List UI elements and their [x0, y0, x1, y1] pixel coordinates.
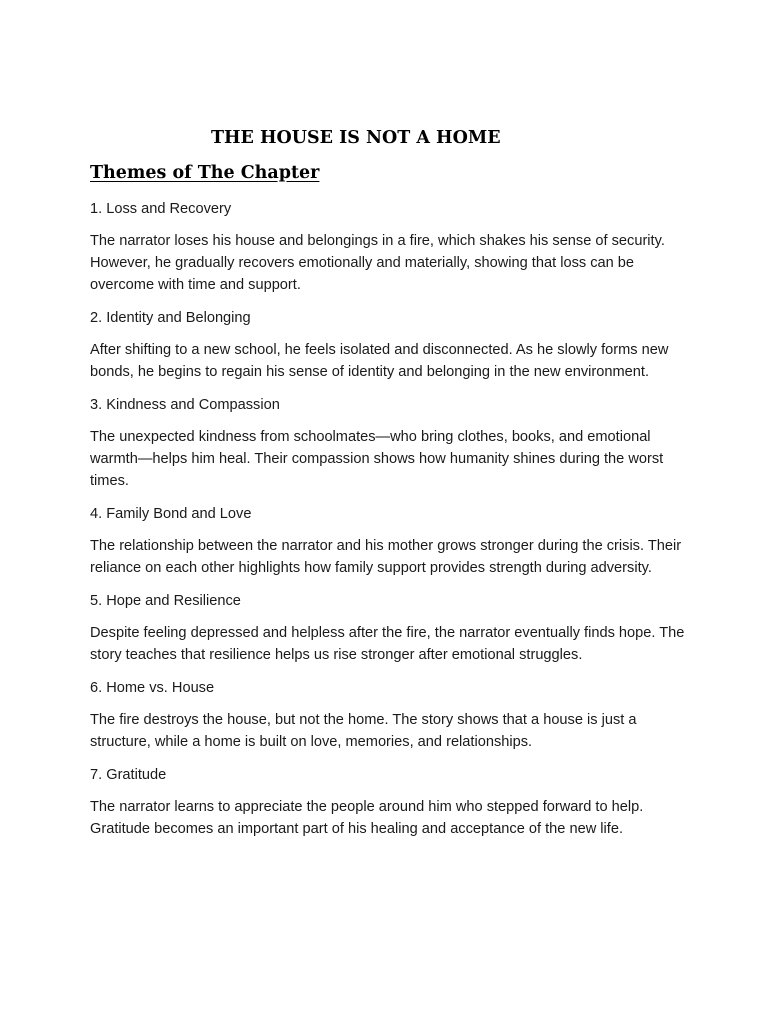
theme-item — [90, 590, 690, 666]
theme-text: The fire destroys the house, but not the home. The story shows that a house is just a structure, while a home is built on love, memories, and relationships. — [90, 712, 637, 750]
theme-item — [90, 198, 690, 296]
theme-item — [90, 764, 690, 840]
theme-title: 7. Gratitude — [90, 767, 167, 783]
theme-item — [90, 307, 690, 383]
document-title: THE HOUSE IS NOT A HOME — [211, 128, 501, 148]
theme-title: 5. Hope and Resilience — [90, 593, 241, 609]
section-heading: Themes of The Chapter — [90, 163, 320, 183]
theme-item — [90, 503, 690, 579]
theme-text: Despite feeling depressed and helpless after the fire, the narrator eventually finds hope. The story teaches that resilience helps us rise stronger after emotional struggles. — [90, 625, 685, 663]
theme-title: 3. Kindness and Compassion — [90, 397, 280, 413]
theme-text: The narrator learns to appreciate the people around him who stepped forward to help. Gratitude becomes an important part of his healing and acceptance of the new life. — [90, 799, 644, 837]
theme-title: 2. Identity and Belonging — [90, 310, 251, 326]
theme-text: The unexpected kindness from schoolmates—who bring clothes, books, and emotional warmth—helps him heal. Their compassion shows how humanity shines during the worst times. — [90, 429, 664, 489]
themes-list — [90, 198, 690, 851]
theme-text: The narrator loses his house and belongings in a fire, which shakes his sense of security. However, he gradually recovers emotionally and materially, showing that loss can be overcome with time and support. — [90, 233, 665, 293]
theme-item — [90, 394, 690, 492]
theme-text: After shifting to a new school, he feels isolated and disconnected. As he slowly forms new bonds, he begins to regain his sense of identity and belonging in the new environment. — [90, 342, 669, 380]
theme-title: 4. Family Bond and Love — [90, 506, 252, 522]
theme-title: 1. Loss and Recovery — [90, 201, 232, 217]
theme-text: The relationship between the narrator and his mother grows stronger during the crisis. Their reliance on each other highlights how family support provides strength during adversity. — [90, 538, 682, 576]
theme-item — [90, 677, 690, 753]
theme-title: 6. Home vs. House — [90, 680, 215, 696]
